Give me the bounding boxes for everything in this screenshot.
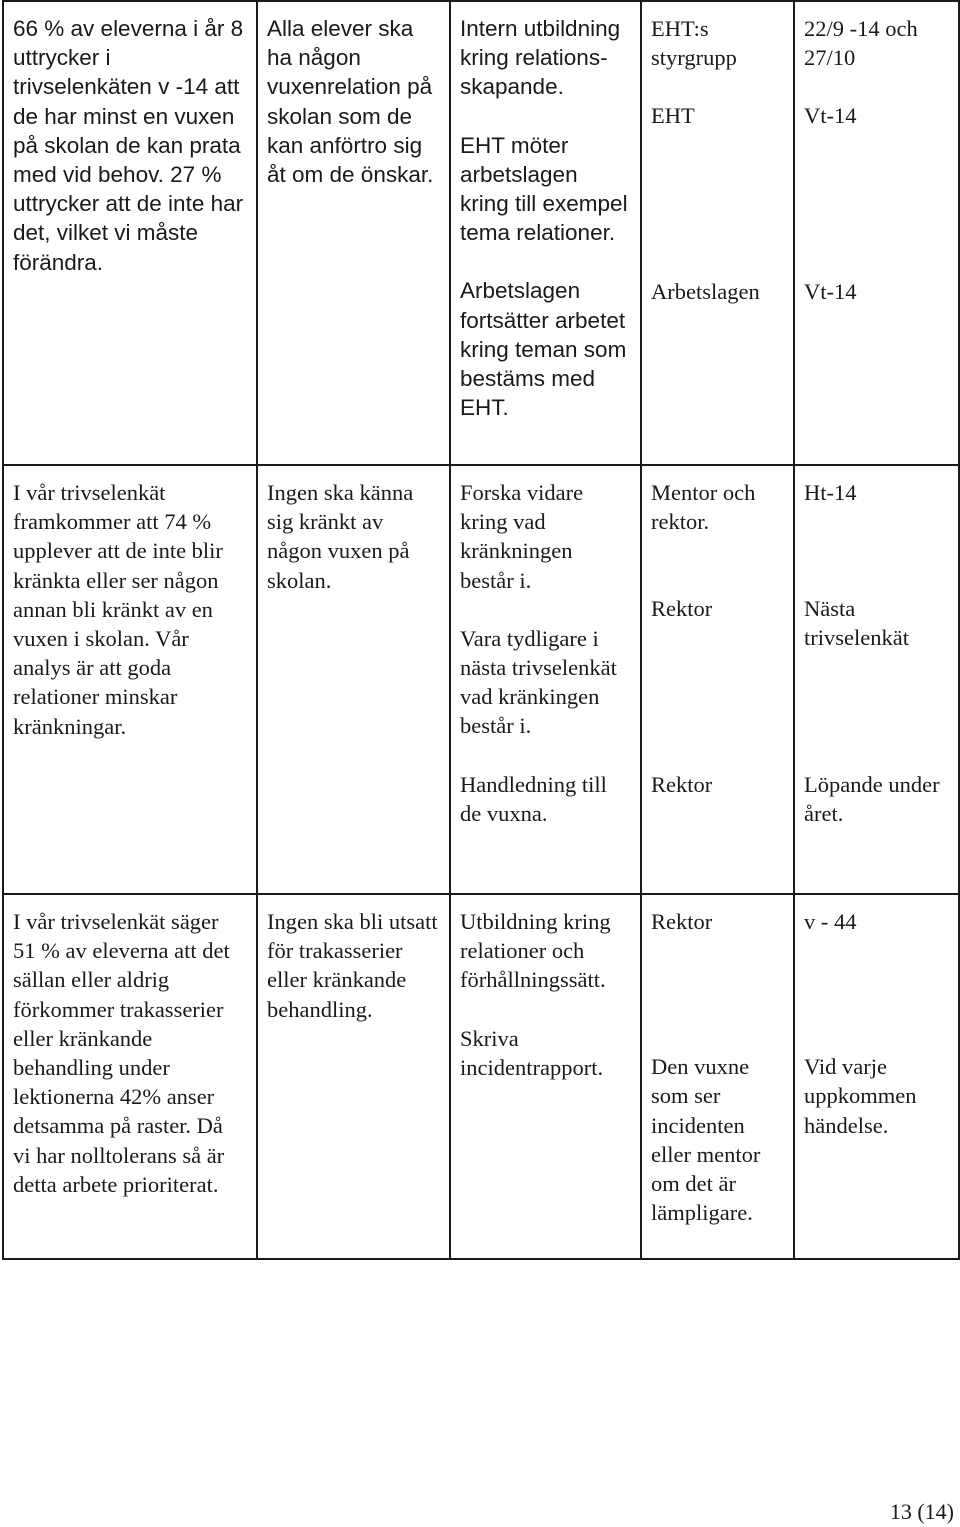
responsible-text: Rektor: [651, 596, 713, 622]
page-number: 13 (14): [889, 1499, 954, 1524]
analysis-cell: [3, 1, 257, 465]
measure-text: Intern utbildning kring relations-skapande.: [460, 16, 621, 100]
measure-text: Forska vidare kring vad kränkningen består i.: [460, 480, 584, 593]
target-cell: [257, 465, 450, 894]
when-text: 22/9 -14 och 27/10: [804, 16, 918, 71]
measure-cell: [450, 1, 641, 465]
action-plan-table: [2, 0, 960, 1260]
table-row: [3, 894, 959, 1259]
responsible-text: EHT: [651, 103, 695, 129]
target-text: Ingen ska känna sig kränkt av någon vuxen på skolan.: [267, 480, 414, 593]
responsible-text: Rektor: [651, 771, 713, 797]
when-text: Vt-14: [804, 278, 857, 304]
table-row: [3, 465, 959, 894]
responsible-text: Den vuxne som ser incidenten eller mentor om det är lämpligare.: [651, 1054, 761, 1226]
analysis-text: I vår trivselenkät framkommer att 74 % upplever att de inte blir kränkta eller ser någon annan bli kränkt av en vuxen i skolan. Vår analys är att goda relationer minskar kränkningar.: [13, 480, 223, 739]
measure-text: Vara tydligare i nästa trivselenkät vad kränkingen består i.: [460, 625, 617, 739]
target-cell: [257, 894, 450, 1259]
table-row: [3, 1, 959, 465]
responsible-text: EHT:s styrgrupp: [651, 16, 737, 71]
when-text: Ht-14: [804, 480, 857, 505]
analysis-cell: [3, 465, 257, 894]
when-text: v - 44: [804, 909, 857, 934]
analysis-cell: [3, 894, 257, 1259]
measure-text: Arbetslagen fortsätter arbetet kring teman som bestäms med EHT.: [460, 278, 627, 421]
target-cell: [257, 1, 450, 465]
measure-text: Utbildning kring relationer och förhållningssätt.: [460, 909, 611, 993]
measure-text: Handledning till de vuxna.: [460, 771, 607, 826]
measure-text: EHT möter arbetslagen kring till exempel tema relationer.: [460, 132, 628, 246]
measure-cell: [450, 465, 641, 894]
when-text: Löpande under året.: [804, 771, 940, 826]
analysis-text: 66 % av eleverna i år 8 uttrycker i trivselenkäten v -14 att de har minst en vuxen på skolan de kan prata med vid behov. 27 % uttrycker att de inte har det, vilket vi måste förändra.: [13, 16, 244, 275]
responsible-cell: [641, 1, 794, 465]
target-text: Ingen ska bli utsatt för trakasserier eller kränkande behandling.: [267, 909, 438, 1022]
measure-text: Skriva incidentrapport.: [460, 1025, 604, 1080]
measure-cell: [450, 894, 641, 1259]
when-text: Vid varje uppkommen händelse.: [804, 1054, 917, 1138]
when-cell: [794, 1, 959, 465]
responsible-text: Mentor och rektor.: [651, 480, 756, 535]
responsible-text: Rektor: [651, 909, 713, 934]
responsible-cell: [641, 465, 794, 894]
when-text: Vt-14: [804, 103, 857, 129]
responsible-text: Arbetslagen: [651, 278, 760, 304]
when-cell: [794, 894, 959, 1259]
when-text: Nästa trivselenkät: [804, 596, 909, 651]
responsible-cell: [641, 894, 794, 1259]
when-cell: [794, 465, 959, 894]
analysis-text: I vår trivselenkät säger 51 % av eleverna att det sällan eller aldrig förkommer trakasserier eller kränkande behandling under lektionerna 42% anser detsamma på raster. Då vi har nolltolerans så är detta arbete prioriterat.: [13, 909, 230, 1197]
target-text: Alla elever ska ha någon vuxenrelation på skolan som de kan anförtro sig åt om de önskar.: [267, 16, 434, 188]
